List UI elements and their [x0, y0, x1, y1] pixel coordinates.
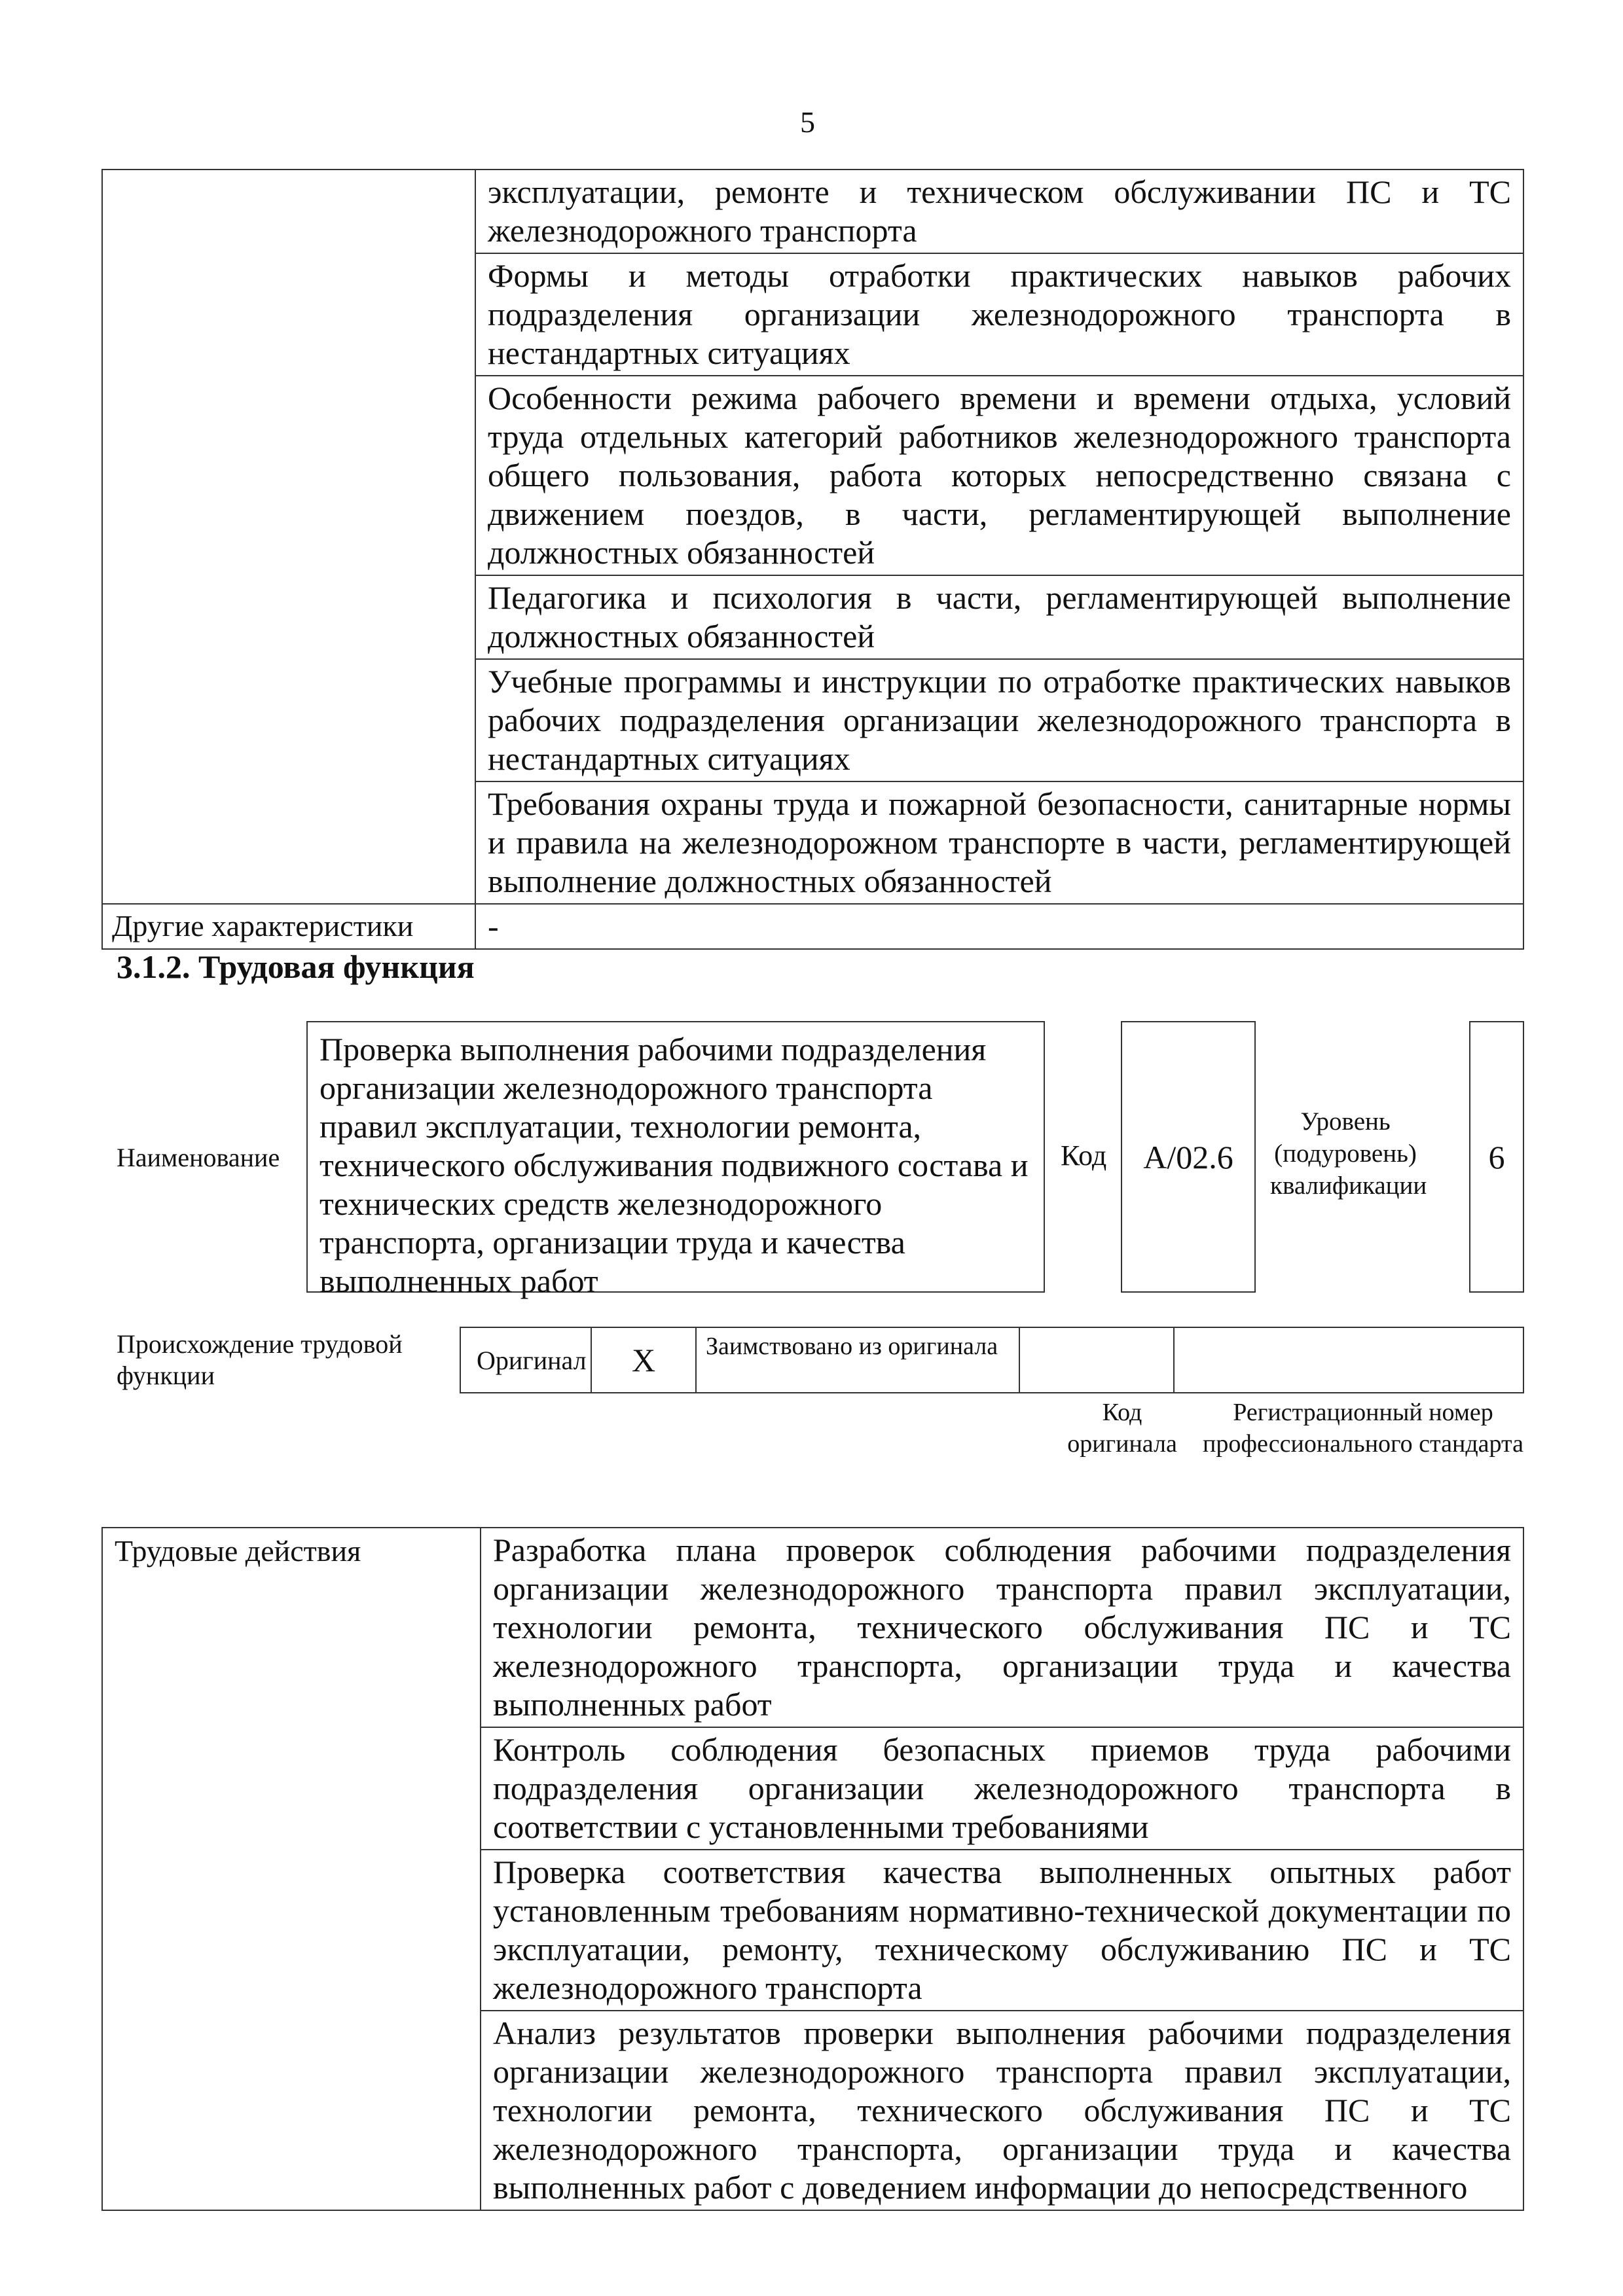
code-box: А/02.6 — [1121, 1021, 1256, 1293]
original-label: Оригинал — [461, 1328, 592, 1392]
table-row — [102, 904, 1523, 949]
registration-caption: Регистрационный номер профессионального стандарта — [1203, 1399, 1523, 1458]
table-cell: Особенности режима рабочего времени и времени отдыха, условий труда отдельных категорий работников железнодорожного транспорта общего пользования, работа которых непосредственно связана с движением поездов, в части, регламентирующей выполнение должностных обязанностей — [475, 376, 1523, 575]
table-cell: Разработка плана проверок соблюдения рабочими подразделения организации железнодорожного транспорта правил эксплуатации, технологии ремонта, технического обслуживания ПС и ТС железнодорожного транспорта, организации труда и качества выполненных работ — [481, 1528, 1523, 1727]
name-label: Наименование — [117, 1143, 280, 1172]
page-number: 5 — [800, 105, 815, 139]
table-cell: Формы и методы отработки практических навыков рабочих подразделения организации железнодорожного транспорта в нестандартных ситуациях — [475, 253, 1523, 376]
table-cell: Педагогика и психология в части, регламентирующей выполнение должностных обязанностей — [475, 575, 1523, 659]
label-cell-empty — [102, 170, 475, 904]
level-box: 6 — [1469, 1021, 1524, 1293]
other-characteristics-value: - — [475, 904, 1523, 949]
origin-label: Происхождение трудовой функции — [117, 1329, 403, 1390]
actions-table — [101, 1527, 1524, 2211]
actions-label: Трудовые действия — [102, 1528, 481, 2210]
table-cell: Учебные программы и инструкции по отработке практических навыков рабочих подразделения организации железнодорожного транспорта в нестандартных ситуациях — [475, 659, 1523, 781]
function-name-box: Проверка выполнения рабочими подразделения организации железнодорожного транспорта правил эксплуатации, технологии ремонта, технического обслуживания подвижного состава и технических средств железнодорожного транспорта, организации труда и качества выполненных работ — [306, 1021, 1045, 1293]
table-cell: эксплуатации, ремонте и техническом обслуживании ПС и ТС железнодорожного транспорта — [475, 170, 1523, 253]
code-label: Код — [1061, 1139, 1107, 1172]
table-cell: Требования охраны труда и пожарной безопасности, санитарные нормы и правила на железнодорожном транспорте в части, регламентирующей выполнение должностных обязанностей — [475, 781, 1523, 904]
table-cell: Проверка соответствия качества выполненных опытных работ установленным требованиям нормативно-технической документации по эксплуатации, ремонту, техническому обслуживанию ПС и ТС железнодорожного транспорта — [481, 1850, 1523, 2011]
code-caption: Код оригинала — [1067, 1399, 1177, 1458]
level-label: Уровень (подуровень) квалификации — [1270, 1107, 1427, 1200]
table-row — [102, 1528, 1523, 1727]
original-code-cell — [1020, 1328, 1175, 1392]
table-cell: Анализ результатов проверки выполнения рабочими подразделения организации железнодорожного транспорта правил эксплуатации, технологии ремонта, технического обслуживания ПС и ТС железнодорожного транспорта, организации труда и качества выполненных работ с доведением информации до непосредственного — [481, 2011, 1523, 2210]
borrowed-label: Заимствовано из оригинала — [697, 1328, 1020, 1392]
other-characteristics-label: Другие характеристики — [102, 904, 475, 949]
table-row — [102, 170, 1523, 253]
table-cell: Контроль соблюдения безопасных приемов труда рабочими подразделения организации железнодорожного транспорта в соответствии с установленными требованиями — [481, 1727, 1523, 1850]
section-title: 3.1.2. Трудовая функция — [117, 948, 475, 985]
knowledge-table — [101, 169, 1524, 950]
original-mark: X — [592, 1328, 697, 1392]
registration-number-cell — [1175, 1328, 1523, 1392]
origin-row — [460, 1327, 1524, 1393]
